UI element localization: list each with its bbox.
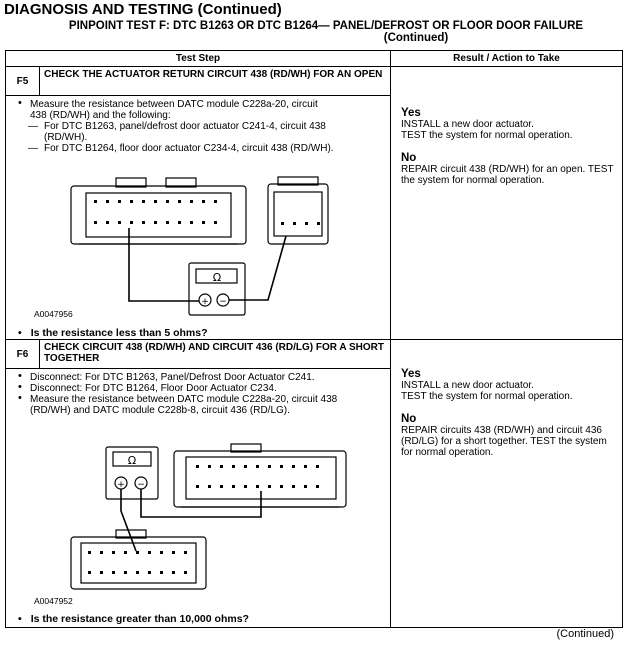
f6-bullet-1: • Disconnect: For DTC B1263, Panel/Defrost Door Actuator C241. [6,372,351,383]
f5-yes-label: Yes [401,107,421,119]
continued-footer: (Continued) [556,628,614,640]
step-f5-body [6,96,391,340]
table-header-row [6,51,623,67]
f6-plus-terminal: + [117,480,125,490]
f6-yes-text: INSTALL a new door actuator. TEST the system for normal operation. [401,380,573,402]
f6-ohm-symbol: Ω [127,454,137,467]
step-f6-header-row [6,340,623,369]
step-f5-header-row [6,67,623,96]
test-table [5,50,623,628]
f5-no-text: REPAIR circuit 438 (RD/WH) for an open. TEST the system for normal operation. [401,164,614,186]
f5-yes-text: INSTALL a new door actuator. TEST the system for normal operation. [401,119,573,141]
f6-figure-id: A0047952 [34,596,73,606]
datc-connector-c228a [71,186,246,244]
f5-plus-terminal: + [201,297,209,307]
pinpoint-test-line2: (Continued) [383,32,449,44]
datc-connector-c228a [71,537,206,589]
step-f6-id: F6 [6,340,40,369]
f5-dash-1: — For DTC B1263, panel/defrost door actuator C241-4, circuit 438 (RD/WH). [6,121,336,143]
f6-yes-label: Yes [401,368,421,380]
step-f6-heading: CHECK CIRCUIT 438 (RD/WH) AND CIRCUIT 436 (RD/LG) FOR A SHORT TOGETHER [40,340,391,369]
f5-bullet-1: • Measure the resistance between DATC module C228a-20, circuit 438 (RD/WH) and the following: [6,99,336,121]
f6-bullet-3: • Measure the resistance between DATC module C228a-20, circuit 438 (RD/WH) and DATC module C228b-8, circuit 436 (RD/LG). [6,394,351,416]
pinpoint-test-title [26,20,626,44]
f6-question: • Is the resistance greater than 10,000 ohms? [18,614,249,625]
step-f5-id: F5 [6,67,40,96]
f5-ohm-symbol: Ω [212,271,222,284]
f6-minus-terminal: − [137,480,145,490]
f6-bullet-2: • Disconnect: For DTC B1264, Floor Door Actuator C234. [6,383,351,394]
f5-no-label: No [401,152,417,164]
step-f6-result [391,340,623,628]
f5-dash-2: — For DTC B1264, floor door actuator C234-4, circuit 438 (RD/WH). [6,143,336,154]
f6-no-label: No [401,413,417,425]
f5-wiring-diagram [6,148,386,328]
step-f6-body [6,369,391,628]
step-f5-result [391,67,623,340]
page-title: DIAGNOSIS AND TESTING (Continued) [4,1,282,18]
f5-figure-id: A0047956 [34,309,73,319]
f6-no-text: REPAIR circuits 438 (RD/WH) and circuit 436 (RD/LG) for a short together. TEST the system for normal operation. [401,425,607,458]
step-f5-heading: CHECK THE ACTUATOR RETURN CIRCUIT 438 (RD/WH) FOR AN OPEN [40,67,391,96]
pinpoint-test-line1: PINPOINT TEST F: DTC B1263 OR DTC B1264— PANEL/DEFROST OR FLOOR DOOR FAILURE [68,20,584,32]
f6-wiring-diagram [6,439,386,609]
f5-question: • Is the resistance less than 5 ohms? [18,328,208,339]
f5-minus-terminal: − [219,297,227,307]
col-result: Result / Action to Take [391,51,623,67]
actuator-connector [268,184,328,244]
col-test-step: Test Step [6,51,391,67]
